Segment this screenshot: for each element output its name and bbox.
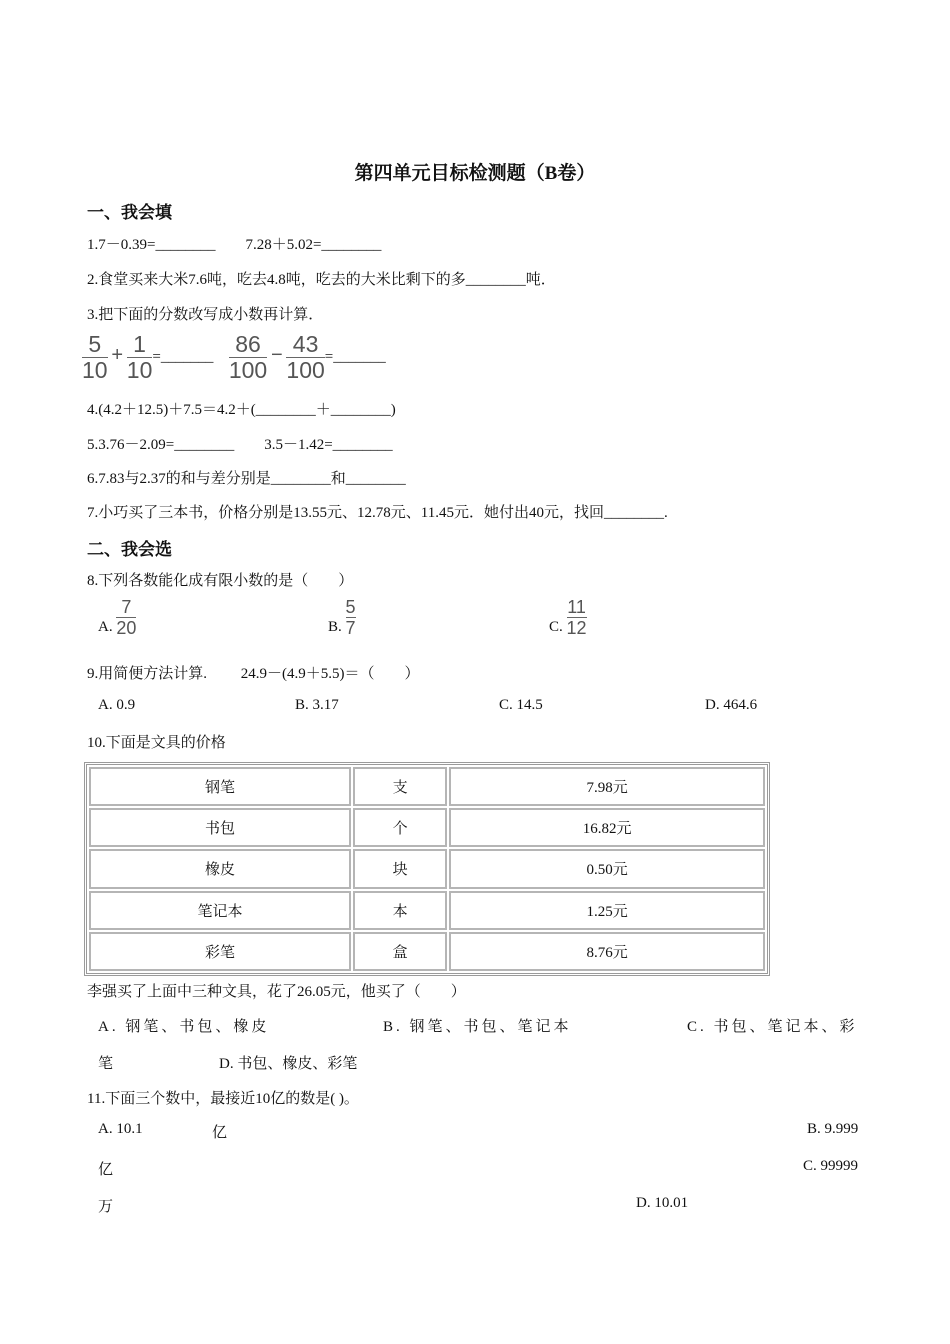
section-heading-fill: 一、我会填 xyxy=(87,203,172,222)
table-cell: 0.50元 xyxy=(449,849,765,888)
option-b-unit: 亿 xyxy=(98,1162,114,1178)
fraction: $\frac{5}{7}$ xyxy=(345,597,356,638)
answer-blank: =_______ xyxy=(324,349,386,365)
question-7: 7.小巧买了三本书，价格分别是13.55元、12.78元、11.45元．她付出40元，找回________. xyxy=(87,505,668,521)
option-b: B. 9.999 xyxy=(807,1121,859,1137)
table-row xyxy=(89,808,765,847)
option-d: D. 10.01 xyxy=(636,1195,689,1211)
table-cell: 盒 xyxy=(353,932,447,971)
question-11: 11.下面三个数中，最接近10亿的数是( )。 xyxy=(87,1091,359,1107)
option-b: B. 3.17 xyxy=(295,697,339,713)
answer-blank: =_______ xyxy=(152,349,214,365)
table-row xyxy=(89,767,765,806)
option-d: D. 464.6 xyxy=(705,697,758,713)
question-8: 8.下列各数能化成有限小数的是（ ） xyxy=(87,573,354,589)
option-c-continued: 笔 xyxy=(98,1056,114,1072)
option-b: B. 钢笔、书包、笔记本 xyxy=(383,1019,572,1035)
page-title: 第四单元目标检测题（B卷） xyxy=(354,163,596,184)
question-4: 4.(4.2＋12.5)＋7.5＝4.2＋(________＋________) xyxy=(87,402,396,418)
table-cell: 个 xyxy=(353,808,447,847)
table-cell: 彩笔 xyxy=(89,932,351,971)
table-cell: 7.98元 xyxy=(449,767,765,806)
table-cell: 块 xyxy=(353,849,447,888)
fraction: $\frac{5}{10}$ xyxy=(82,331,108,383)
option-a: A. 钢笔、书包、橡皮 xyxy=(98,1019,270,1035)
plus-sign: + xyxy=(111,343,124,366)
option-a-unit: 亿 xyxy=(212,1125,228,1141)
question-5: 5.3.76－2.09=________ 3.5－1.42=________ xyxy=(87,437,393,453)
table-cell: 本 xyxy=(353,891,447,930)
option-a: A. $\frac{7}{20}$ xyxy=(98,597,137,638)
option-c: C. 14.5 xyxy=(499,697,543,713)
table-cell: 橡皮 xyxy=(89,849,351,888)
table-cell: 1.25元 xyxy=(449,891,765,930)
minus-sign: − xyxy=(270,343,283,366)
option-c: C. $\frac{11}{12}$ xyxy=(549,597,587,638)
table-cell: 笔记本 xyxy=(89,891,351,930)
table-row xyxy=(89,891,765,930)
question-1: 1.7－0.39=________ 7.28＋5.02=________ xyxy=(87,237,382,253)
question-3: 3.把下面的分数改写成小数再计算． xyxy=(87,307,324,323)
table-cell: 钢笔 xyxy=(89,767,351,806)
question-10: 10.下面是文具的价格 xyxy=(87,735,226,751)
table-cell: 16.82元 xyxy=(449,808,765,847)
question-9: 9.用简便方法计算. 24.9－(4.9＋5.5)＝（ ） xyxy=(87,666,420,682)
table-cell: 支 xyxy=(353,767,447,806)
section-heading-choose: 二、我会选 xyxy=(87,540,172,559)
table-cell: 8.76元 xyxy=(449,932,765,971)
option-a: A. 0.9 xyxy=(98,697,136,713)
question-10-prompt: 李强买了上面中三种文具，花了26.05元，他买了（ ） xyxy=(87,984,466,1000)
table-row xyxy=(89,932,765,971)
question-3-expression xyxy=(82,333,386,382)
price-table xyxy=(84,762,770,976)
fraction: $\frac{1}{10}$ xyxy=(126,331,153,383)
question-6: 6.7.83与2.37的和与差分别是________和________ xyxy=(87,471,406,487)
option-b: B. $\frac{5}{7}$ xyxy=(328,597,356,638)
fraction: $\frac{43}{100}$ xyxy=(286,331,325,383)
option-d: D. 书包、橡皮、彩笔 xyxy=(219,1056,358,1072)
fraction: $\frac{86}{100}$ xyxy=(228,331,268,383)
table-row xyxy=(89,849,765,888)
fraction: $\frac{11}{12}$ xyxy=(566,597,587,638)
table-cell: 书包 xyxy=(89,808,351,847)
option-c: C. 99999 xyxy=(803,1158,859,1174)
option-a: A. 10.1 xyxy=(98,1121,143,1137)
question-2: 2.食堂买来大米7.6吨，吃去4.8吨，吃去的大米比剩下的多________吨． xyxy=(87,272,556,288)
option-c-unit: 万 xyxy=(98,1199,114,1215)
fraction: $\frac{7}{20}$ xyxy=(116,597,137,638)
option-c: C. 书包、笔记本、彩 xyxy=(687,1019,858,1035)
